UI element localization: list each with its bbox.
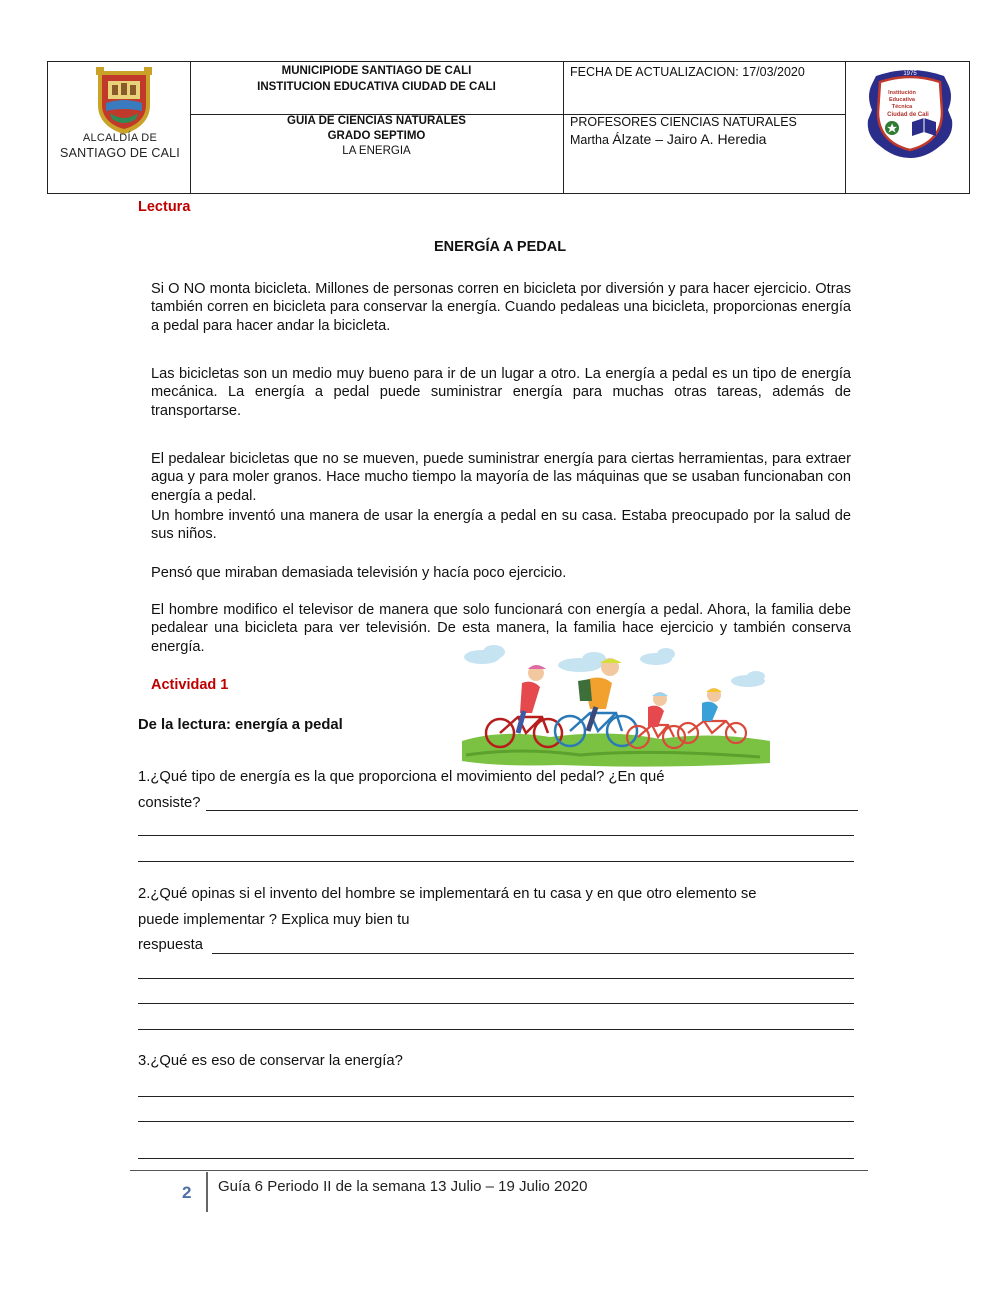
question-1	[138, 765, 858, 816]
reading-paragraph: Un hombre inventó una manera de usar la energía a pedal en su casa. Estaba preocupado por la salud de sus niños.	[151, 508, 851, 543]
activity-subtitle: De la lectura: energía a pedal	[138, 717, 343, 733]
answer-line[interactable]	[212, 953, 854, 954]
institution-line1: MUNICIPIODE SANTIAGO DE CALI	[281, 65, 472, 77]
answer-line[interactable]	[138, 1003, 854, 1004]
footer-rule	[130, 1170, 868, 1171]
crest-line3: Técnica	[891, 104, 913, 110]
answer-line[interactable]	[138, 978, 854, 979]
teacher-first: Martha	[570, 133, 609, 147]
teacher-names: Álzate – Jairo A. Heredia	[612, 131, 767, 147]
family-cycling-illustration	[460, 643, 774, 768]
header-table	[47, 61, 970, 194]
question-3	[138, 1049, 858, 1075]
footer-text: Guía 6 Periodo II de la semana 13 Julio – 19 Julio 2020	[218, 1178, 588, 1195]
alcaldia-text-line2: SANTIAGO DE CALI	[60, 146, 180, 160]
crest-year: 1975	[903, 71, 917, 77]
crest-line2: Educativa	[889, 97, 915, 103]
reading-title: ENERGÍA A PEDAL	[433, 239, 567, 255]
crest-line4: Ciudad de Cali	[887, 112, 929, 118]
institution-line2: INSTITUCION EDUCATIVA CIUDAD DE CALI	[257, 81, 496, 93]
crest-line1: Institución	[888, 90, 916, 96]
teachers-names	[570, 132, 766, 147]
guide-line2: GRADO SEPTIMO	[327, 130, 426, 142]
header-divider	[563, 62, 564, 193]
alcaldia-text-line1: ALCALDÍA DE	[82, 132, 158, 144]
question-1-line1: 1.¿Qué tipo de energía es la que proporciona el movimiento del pedal? ¿En qué	[138, 769, 665, 785]
page-number: 2	[182, 1183, 192, 1202]
alcaldia-shield-logo	[92, 67, 156, 135]
question-2	[138, 882, 858, 959]
answer-line[interactable]	[138, 861, 854, 862]
question-1-line2: consiste?	[138, 794, 201, 811]
update-value: 17/03/2020	[742, 65, 805, 79]
header-divider	[845, 62, 846, 193]
answer-line[interactable]	[138, 1158, 854, 1159]
school-crest-logo	[862, 66, 958, 162]
reading-paragraph: Si O NO monta bicicleta. Millones de personas corren en bicicleta por diversión y para hacer ejercicio. Otras también corren en bicicleta para conservar la energía. Cuando pedaleas una bicicleta, proporcionas energía a pedal para hacer andar la bicicleta.	[151, 281, 851, 334]
answer-line[interactable]	[138, 1096, 854, 1097]
answer-line[interactable]	[138, 835, 854, 836]
answer-line[interactable]	[138, 1121, 854, 1122]
question-3-line1: 3.¿Qué es eso de conservar la energía?	[138, 1053, 403, 1069]
question-2-line2: puede implementar ? Explica muy bien tu	[138, 911, 410, 928]
reading-paragraph: Pensó que miraban demasiada televisión y hacía poco ejercicio.	[151, 565, 567, 581]
reading-paragraph: El hombre modifico el televisor de manera que solo funcionará con energía a pedal. Ahora, la familia debe pedalear una bicicleta para ver televisión. De esta manera, la familia hace ejercicio y también conserva energía.	[151, 602, 851, 655]
reading-paragraph: El pedalear bicicletas que no se mueven, puede suministrar energía para ciertas herramientas, para extraer agua y para moler granos. Hace mucho tiempo la mayoría de las máquinas que se usaban funcionaban con energía a pedal.	[151, 451, 851, 504]
answer-line[interactable]	[138, 1029, 854, 1030]
teachers-label: PROFESORES CIENCIAS NATURALES	[570, 115, 797, 129]
reading-label: Lectura	[138, 199, 191, 215]
question-2-line1: 2.¿Qué opinas si el invento del hombre se implementará en tu casa y en que otro elemento se	[138, 886, 757, 902]
guide-line1: GUIA DE CIENCIAS NATURALES	[287, 115, 466, 127]
activity-label: Actividad 1	[151, 677, 229, 693]
update-date	[570, 65, 840, 79]
answer-line[interactable]	[206, 810, 858, 811]
question-2-line3: respuesta	[138, 937, 203, 953]
guide-line3: LA ENERGIA	[342, 145, 411, 157]
footer-divider	[206, 1172, 208, 1212]
reading-paragraph: Las bicicletas son un medio muy bueno para ir de un lugar a otro. La energía a pedal es un tipo de energía mecánica. La energía a pedal puede suministrar energía para muchas otras tareas, además de transportarse.	[151, 366, 851, 419]
update-label: FECHA DE ACTUALIZACION:	[570, 65, 739, 79]
